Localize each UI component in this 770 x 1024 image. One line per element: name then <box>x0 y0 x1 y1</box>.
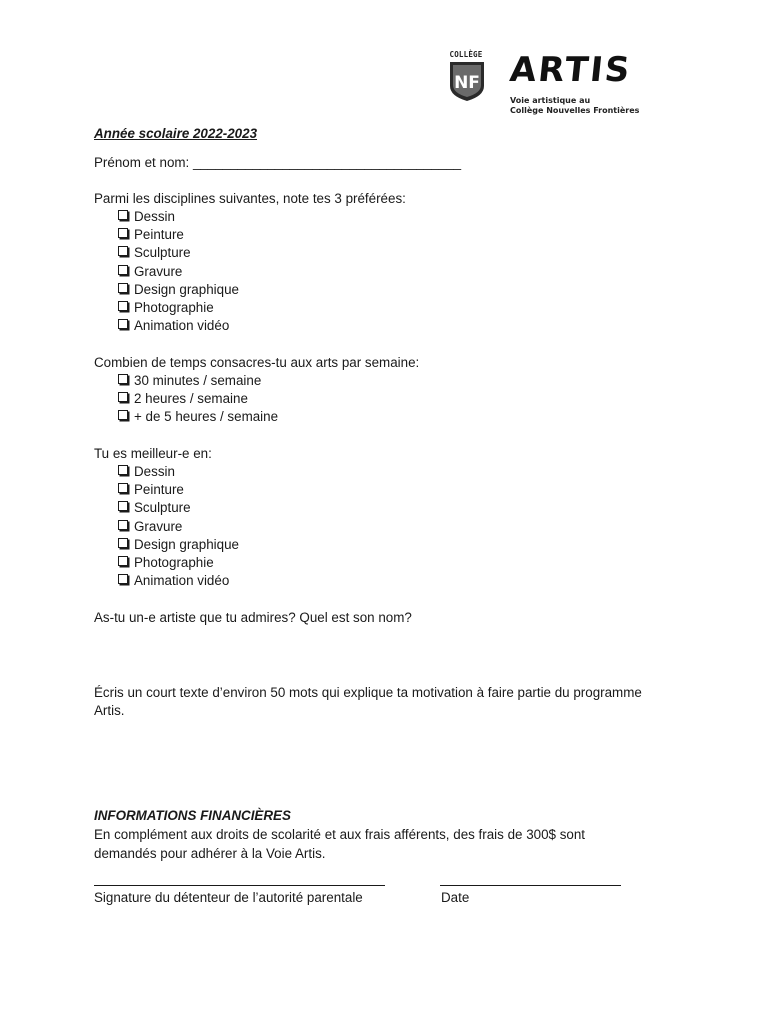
q3-option[interactable]: Dessin <box>118 464 175 479</box>
checkbox-icon[interactable] <box>118 246 128 256</box>
signature-label: Signature du détenteur de l’autorité parentale <box>94 890 363 905</box>
q3-option[interactable]: Gravure <box>118 519 182 534</box>
q5-question-line1: Écris un court texte d’environ 50 mots qui explique ta motivation à faire partie du programme <box>94 685 642 700</box>
q2-option[interactable]: + de 5 heures / semaine <box>118 409 278 424</box>
q1-option[interactable]: Sculpture <box>118 245 191 260</box>
q1-option[interactable]: Photographie <box>118 300 214 315</box>
name-field-label[interactable]: Prénom et nom: ____________________________________ <box>94 155 462 170</box>
school-year-heading: Année scolaire 2022-2023 <box>94 126 258 141</box>
checkbox-icon[interactable] <box>118 210 128 220</box>
checkbox-icon[interactable] <box>118 392 128 402</box>
q1-option[interactable]: Dessin <box>118 209 175 224</box>
college-artis-logo <box>444 50 664 120</box>
q1-option[interactable]: Animation vidéo <box>118 318 229 333</box>
checkbox-icon[interactable] <box>118 483 128 493</box>
artis-brand: ARTIS <box>507 50 634 90</box>
signature-line[interactable] <box>94 885 385 886</box>
checkbox-icon[interactable] <box>118 301 128 311</box>
date-label: Date <box>441 890 470 905</box>
q1-option[interactable]: Design graphique <box>118 282 239 297</box>
checkbox-icon[interactable] <box>118 520 128 530</box>
q2-option[interactable]: 2 heures / semaine <box>118 391 248 406</box>
college-label: COLLÈGE <box>449 50 483 59</box>
college-shield-icon <box>448 60 486 102</box>
financial-text-line1: En complément aux droits de scolarité et aux frais afférents, des frais de 300$ sont <box>94 827 586 842</box>
q3-option[interactable]: Design graphique <box>118 537 239 552</box>
q2-option[interactable]: 30 minutes / semaine <box>118 373 261 388</box>
q3-question: Tu es meilleur-e en: <box>94 446 212 461</box>
financial-text-line2: demandés pour adhérer à la Voie Artis. <box>94 846 326 861</box>
checkbox-icon[interactable] <box>118 319 128 329</box>
q3-option[interactable]: Photographie <box>118 555 214 570</box>
q1-option[interactable]: Peinture <box>118 227 184 242</box>
q3-option[interactable]: Animation vidéo <box>118 573 229 588</box>
q5-question-line2: Artis. <box>94 703 125 718</box>
checkbox-icon[interactable] <box>118 556 128 566</box>
checkbox-icon[interactable] <box>118 574 128 584</box>
financial-heading: INFORMATIONS FINANCIÈRES <box>94 808 291 823</box>
q4-question: As-tu un-e artiste que tu admires? Quel est son nom? <box>94 610 412 625</box>
brand-subtitle: Voie artistique au Collège Nouvelles Frontières <box>510 96 640 115</box>
checkbox-icon[interactable] <box>118 283 128 293</box>
checkbox-icon[interactable] <box>118 410 128 420</box>
date-line[interactable] <box>440 885 621 886</box>
q3-option[interactable]: Sculpture <box>118 500 191 515</box>
checkbox-icon[interactable] <box>118 265 128 275</box>
q2-question: Combien de temps consacres-tu aux arts par semaine: <box>94 355 420 370</box>
checkbox-icon[interactable] <box>118 501 128 511</box>
checkbox-icon[interactable] <box>118 228 128 238</box>
q3-option[interactable]: Peinture <box>118 482 184 497</box>
checkbox-icon[interactable] <box>118 538 128 548</box>
svg-text:NF: NF <box>454 73 480 93</box>
q1-option[interactable]: Gravure <box>118 264 182 279</box>
checkbox-icon[interactable] <box>118 374 128 384</box>
q1-question: Parmi les disciplines suivantes, note tes 3 préférées: <box>94 191 406 206</box>
checkbox-icon[interactable] <box>118 465 128 475</box>
